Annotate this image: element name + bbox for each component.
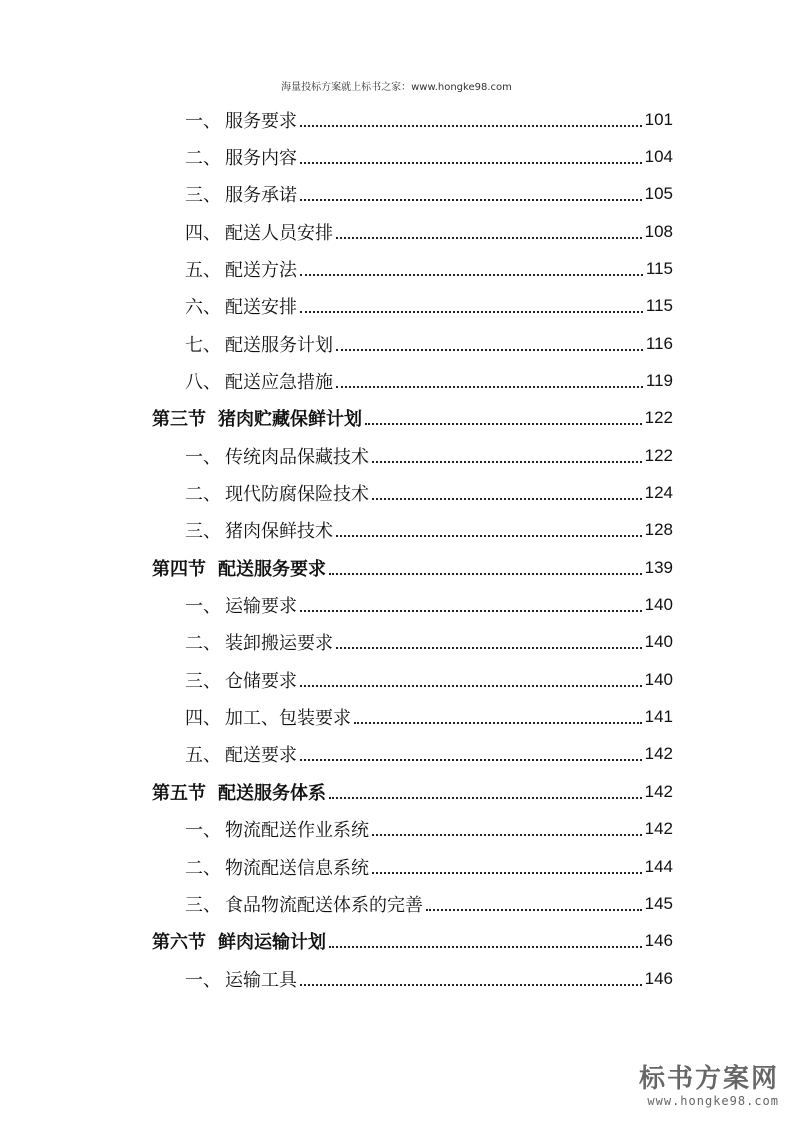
toc-dot-leader [300, 759, 642, 761]
toc-entry-title: 加工、包装要求 [225, 708, 351, 730]
toc-dot-leader [372, 872, 642, 874]
toc-entry-number: 二、 [185, 484, 221, 505]
toc-page-number: 144 [644, 856, 673, 876]
toc-dot-leader [365, 423, 642, 425]
toc-page-number: 146 [644, 968, 673, 988]
toc-dot-leader [329, 946, 642, 948]
toc-dot-leader [336, 535, 642, 537]
toc-dot-leader [300, 199, 642, 201]
toc-entry-number: 一、 [185, 446, 221, 468]
toc-page-number: 140 [644, 632, 673, 652]
toc-page-number: 142 [644, 781, 673, 801]
toc-dot-leader [300, 984, 642, 986]
toc-page-number: 101 [644, 109, 673, 129]
toc-entry-number: 三、 [185, 521, 221, 543]
toc-entry-title: 物流配送信息系统 [225, 857, 369, 879]
toc-page-number: 128 [644, 520, 673, 540]
toc-entry-title: 传统肉品保藏技术 [225, 446, 369, 468]
watermark-logo [619, 1064, 779, 1108]
toc-entry-number: 第三节 [152, 409, 206, 431]
toc-entry-number: 二、 [185, 633, 221, 655]
toc-entry-number: 第六节 [152, 932, 206, 954]
toc-entry[interactable] [185, 587, 673, 624]
watermark-name: 标书方案网 [638, 1064, 779, 1094]
toc-dot-leader [336, 386, 643, 388]
toc-entry-number: 五、 [185, 259, 221, 281]
toc-entry-number: 一、 [185, 969, 221, 991]
toc-page-number: 145 [644, 893, 673, 913]
toc-entry-number: 七、 [185, 334, 221, 356]
toc-entry-number: 八、 [185, 371, 221, 393]
toc-dot-leader [300, 311, 643, 313]
toc-entry-title: 物流配送作业系统 [225, 820, 369, 842]
toc-entry[interactable] [185, 325, 673, 362]
toc-page-number: 140 [644, 669, 673, 689]
toc-entry-number: 三、 [185, 670, 221, 692]
toc-dot-leader [336, 237, 642, 239]
toc-entry[interactable] [185, 250, 673, 287]
toc-page-number: 104 [644, 146, 673, 166]
toc-entry-title: 配送服务计划 [225, 334, 333, 356]
toc-entry-title: 服务内容 [225, 147, 297, 169]
toc-dot-leader [329, 797, 642, 799]
toc-entry[interactable] [185, 736, 673, 773]
toc-dot-leader [300, 610, 642, 612]
toc-entry-number: 一、 [185, 110, 221, 132]
toc-entry[interactable] [185, 512, 673, 549]
toc-page-number: 105 [644, 184, 673, 204]
toc-entry-title: 运输要求 [225, 596, 297, 618]
toc-entry-number: 三、 [185, 185, 221, 207]
toc-entry[interactable] [185, 176, 673, 213]
toc-entry-number: 一、 [185, 820, 221, 842]
toc-entry-title: 仓储要求 [225, 670, 297, 692]
toc-dot-leader [300, 685, 642, 687]
toc-entry-title: 配送方法 [225, 259, 297, 281]
toc-entry[interactable] [185, 362, 673, 399]
toc-entry[interactable] [185, 699, 673, 736]
toc-dot-leader [372, 461, 642, 463]
toc-section-entry[interactable] [152, 923, 673, 960]
toc-page-number: 115 [645, 258, 673, 278]
toc-dot-leader [426, 909, 642, 911]
toc-entry-number: 六、 [185, 297, 221, 319]
toc-entry-title: 配送人员安排 [225, 222, 333, 244]
toc-entry-title: 配送安排 [225, 297, 297, 319]
page-header: 海量投标方案就上标书之家：www.hongke98.com [281, 82, 512, 93]
toc-entry-title: 配送要求 [225, 745, 297, 767]
toc-entry[interactable] [185, 624, 673, 661]
toc-entry-title: 配送应急措施 [225, 371, 333, 393]
toc-entry-number: 四、 [185, 222, 221, 244]
toc-entry[interactable] [185, 138, 673, 175]
toc-entry[interactable] [185, 811, 673, 848]
toc-section-entry[interactable] [152, 549, 673, 586]
toc-entry[interactable] [185, 475, 673, 512]
toc-entry[interactable] [185, 661, 673, 698]
toc-page-number: 122 [644, 445, 673, 465]
toc-entry-number: 五、 [185, 745, 221, 767]
toc-entry[interactable] [185, 101, 673, 138]
watermark-url: www.hongke98.com [647, 1094, 779, 1108]
toc-dot-leader [329, 573, 642, 575]
toc-entry-title: 猪肉保鲜技术 [225, 521, 333, 543]
toc-page-number: 122 [644, 408, 673, 428]
toc-entry-title: 现代防腐保险技术 [225, 484, 369, 505]
toc-entry-number: 第四节 [152, 558, 206, 580]
toc-entry-title: 运输工具 [225, 969, 297, 991]
toc-section-entry[interactable] [152, 773, 673, 810]
toc-entry[interactable] [185, 885, 673, 922]
toc-dot-leader [354, 722, 642, 724]
toc-page-number: 124 [644, 483, 673, 502]
toc-entry[interactable] [185, 288, 673, 325]
toc-entry[interactable] [185, 960, 673, 997]
toc-entry-number: 二、 [185, 857, 221, 879]
toc-entry-number: 四、 [185, 708, 221, 730]
toc-entry[interactable] [185, 437, 673, 474]
toc-page-number: 142 [644, 819, 673, 839]
toc-page-number: 141 [644, 707, 673, 727]
toc-dot-leader [300, 274, 643, 276]
toc-page-number: 142 [644, 744, 673, 764]
toc-entry-title: 服务要求 [225, 110, 297, 132]
toc-entry-number: 二、 [185, 147, 221, 169]
toc-entry-number: 第五节 [152, 782, 206, 804]
toc-page-number: 116 [645, 333, 673, 353]
toc-entry[interactable] [185, 848, 673, 885]
toc-entry-title: 配送服务体系 [218, 782, 326, 804]
toc-entry-title: 食品物流配送体系的完善 [225, 894, 423, 916]
toc-entry-title: 鲜肉运输计划 [218, 932, 326, 954]
toc-dot-leader [300, 162, 642, 164]
toc-dot-leader [372, 498, 642, 500]
toc-dot-leader [336, 349, 643, 351]
toc-page-number: 108 [644, 221, 673, 241]
toc-entry-title: 猪肉贮藏保鲜计划 [218, 409, 362, 431]
toc-dot-leader [336, 647, 642, 649]
toc-page-number: 140 [644, 595, 673, 615]
toc-page-number: 139 [644, 557, 673, 577]
toc-page-number: 119 [645, 370, 673, 390]
toc-entry-number: 一、 [185, 596, 221, 618]
toc-entry[interactable] [185, 213, 673, 250]
toc-entry-title: 配送服务要求 [218, 558, 326, 580]
toc-page-number: 115 [645, 296, 673, 316]
toc-entry-title: 服务承诺 [225, 185, 297, 207]
toc-entry-number: 三、 [185, 894, 221, 916]
toc-page-number: 146 [644, 931, 673, 951]
toc-entry-title: 装卸搬运要求 [225, 633, 333, 655]
toc-dot-leader [300, 125, 642, 127]
toc-dot-leader [372, 834, 642, 836]
toc-section-entry[interactable] [152, 400, 673, 437]
